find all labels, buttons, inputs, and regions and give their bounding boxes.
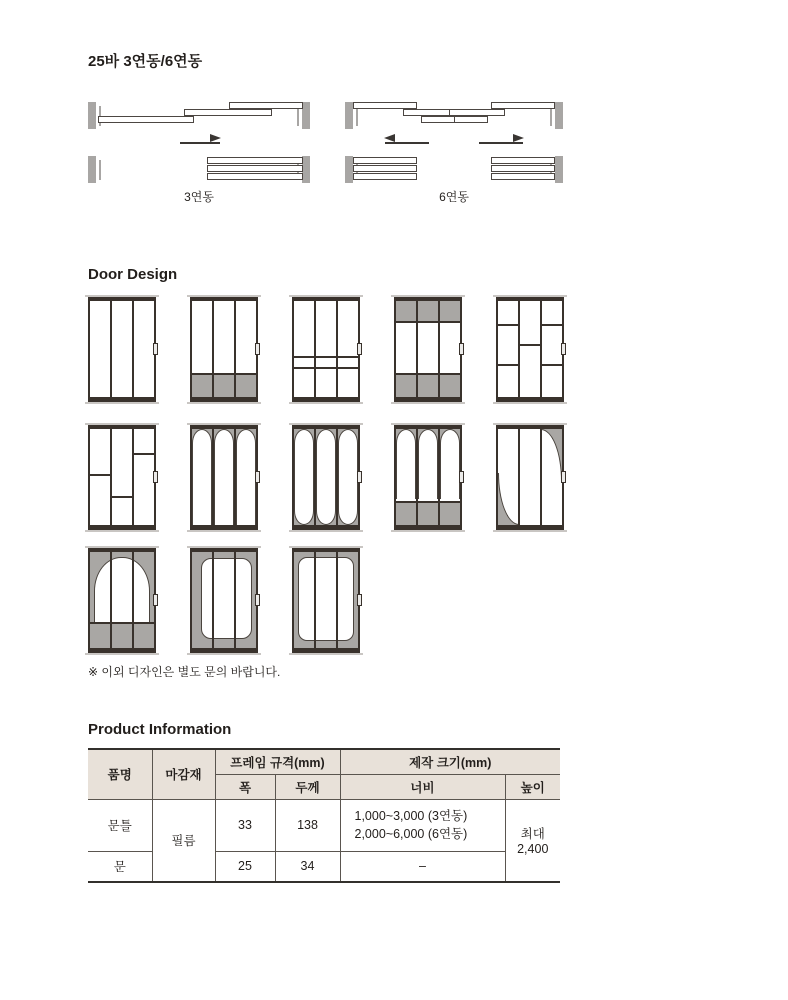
wall-post-icon (555, 102, 563, 129)
door-panel-icon (491, 102, 555, 109)
door-mullion (110, 429, 112, 525)
cell-make-width (340, 799, 505, 851)
door-rail (134, 453, 154, 455)
wall-post-icon (302, 156, 310, 183)
door-rail (498, 324, 518, 326)
door-mullion (416, 429, 418, 525)
door-design-row-1 (88, 297, 564, 402)
col-header-thickness: 두께 (275, 774, 340, 799)
door-mullion (234, 301, 236, 397)
door-mullion (518, 429, 520, 525)
rounded-window (298, 557, 354, 641)
height-line-2: 2,400 (517, 842, 549, 857)
door-design-9 (394, 425, 462, 530)
arch-panel (192, 429, 212, 525)
cell-make-width: – (340, 851, 505, 882)
door-mullion (336, 552, 338, 648)
door-rail (90, 474, 110, 476)
door-mullion (234, 429, 236, 525)
door-rail (294, 367, 358, 369)
door-design-row-3 (88, 548, 360, 653)
col-header-height: 높이 (505, 774, 560, 799)
table-row-doorframe (88, 799, 560, 851)
door-handle-icon (357, 471, 362, 483)
door-rail (112, 496, 132, 498)
door-mullion (110, 301, 112, 397)
wall-post-icon (555, 156, 563, 183)
slide-direction-arrow-icon (385, 142, 429, 144)
cell-product: 문틀 (88, 799, 152, 851)
door-handle-icon (255, 594, 260, 606)
arch-panel (396, 429, 416, 499)
gray-panel-band (192, 373, 256, 397)
diagram-label: 3연동 (184, 190, 214, 204)
door-mullion (540, 429, 542, 525)
door-handle-icon (153, 343, 158, 355)
wall-post-icon (88, 102, 96, 129)
gray-panel-band (396, 501, 460, 525)
door-design-heading: Door Design (88, 266, 178, 283)
door-mullion (234, 552, 236, 648)
door-panel-icon (98, 116, 194, 123)
cell-finish: 필름 (152, 799, 215, 882)
spec-table-header (88, 749, 560, 799)
capsule-panel (338, 429, 358, 525)
door-mullion (314, 429, 316, 525)
door-design-12 (190, 548, 258, 653)
door-panel-icon (229, 102, 303, 109)
door-mullion (132, 552, 134, 648)
door-panel-icon (184, 109, 272, 116)
stacked-panel-icon (207, 173, 303, 180)
height-line-1: 최대 (520, 827, 545, 842)
door-handle-icon (459, 343, 464, 355)
stacked-panel-icon (491, 165, 555, 172)
door-design-3 (292, 297, 360, 402)
door-mullion (132, 429, 134, 525)
stacked-panel-icon (491, 173, 555, 180)
door-design-10 (496, 425, 564, 530)
door-design-13 (292, 548, 360, 653)
door-rail (542, 364, 562, 366)
door-mullion (336, 429, 338, 525)
page-title: 25바 3연동/6연동 (88, 53, 203, 70)
make-width-line-1: 1,000~3,000 (3연동) (354, 808, 468, 823)
door-handle-icon (255, 471, 260, 483)
door-handle-icon (561, 343, 566, 355)
door-mullion (132, 301, 134, 397)
rounded-window (201, 558, 252, 639)
door-panel-icon (421, 116, 455, 123)
door-handle-icon (561, 471, 566, 483)
col-group-frame-spec: 프레임 규격(mm) (215, 749, 340, 774)
door-mullion (212, 552, 214, 648)
door-rail (498, 364, 518, 366)
col-header-make-width: 너비 (340, 774, 505, 799)
gray-panel-band (396, 373, 460, 397)
cell-width: 25 (215, 851, 275, 882)
cell-height (505, 799, 560, 882)
door-mullion (438, 301, 440, 397)
stacked-panel-icon (353, 157, 417, 164)
stacked-panel-icon (353, 165, 417, 172)
col-header-width: 폭 (215, 774, 275, 799)
cell-thickness: 34 (275, 851, 340, 882)
door-mullion (110, 552, 112, 648)
door-design-5 (496, 297, 564, 402)
door-rail (294, 356, 358, 358)
stacked-panel-icon (207, 165, 303, 172)
door-handle-icon (357, 594, 362, 606)
door-design-7 (190, 425, 258, 530)
door-design-row-2 (88, 425, 564, 530)
product-info-heading: Product Information (88, 721, 232, 738)
gray-panel-band (396, 301, 460, 323)
curve-corner (541, 429, 562, 481)
door-design-6 (88, 425, 156, 530)
door-design-8 (292, 425, 360, 530)
make-width-line-2: 2,000~6,000 (6연동) (354, 827, 468, 841)
door-panel-icon (454, 116, 488, 123)
arch-panel (236, 429, 256, 525)
col-header-finish: 마감재 (152, 749, 215, 799)
stacked-panel-icon (207, 157, 303, 164)
door-mullion (314, 552, 316, 648)
door-handle-icon (153, 594, 158, 606)
col-header-product: 품명 (88, 749, 152, 799)
door-mullion (336, 301, 338, 397)
wall-post-icon (345, 156, 353, 183)
capsule-panel (316, 429, 336, 525)
door-design-11 (88, 548, 156, 653)
design-inquiry-note: ※ 이외 디자인은 별도 문의 바랍니다. (88, 665, 281, 679)
door-handle-icon (255, 343, 260, 355)
col-group-make-size: 제작 크기(mm) (340, 749, 560, 774)
door-design-4 (394, 297, 462, 402)
diagram-label: 6연동 (439, 190, 469, 204)
capsule-panel (294, 429, 314, 525)
wall-post-icon (302, 102, 310, 129)
door-mullion (540, 301, 542, 397)
slide-direction-arrow-icon (180, 142, 220, 144)
cell-thickness: 138 (275, 799, 340, 851)
wall-post-icon (88, 156, 96, 183)
door-handle-icon (357, 343, 362, 355)
door-rail (90, 622, 154, 624)
door-rail (542, 324, 562, 326)
cell-width: 33 (215, 799, 275, 851)
stacked-panel-icon (491, 157, 555, 164)
door-mullion (212, 429, 214, 525)
door-panel-icon (353, 102, 417, 109)
door-mullion (314, 301, 316, 397)
door-mullion (212, 301, 214, 397)
curve-corner (498, 473, 519, 525)
door-mullion (518, 301, 520, 397)
stacked-panel-icon (353, 173, 417, 180)
door-mullion (438, 429, 440, 525)
door-panel-icon (449, 109, 505, 116)
diagram-6-panel (345, 100, 563, 204)
door-rail (520, 344, 540, 346)
door-design-1 (88, 297, 156, 402)
door-handle-icon (153, 471, 158, 483)
door-design-2 (190, 297, 258, 402)
slide-direction-arrow-icon (479, 142, 523, 144)
diagram-3-panel (88, 100, 310, 204)
cell-product: 문 (88, 851, 152, 882)
door-mullion (416, 301, 418, 397)
product-spec-table (88, 748, 560, 883)
arch-panel (440, 429, 460, 499)
arch-window (94, 557, 150, 622)
door-handle-icon (459, 471, 464, 483)
wall-post-icon (345, 102, 353, 129)
arch-panel (418, 429, 438, 499)
arch-panel (214, 429, 234, 525)
